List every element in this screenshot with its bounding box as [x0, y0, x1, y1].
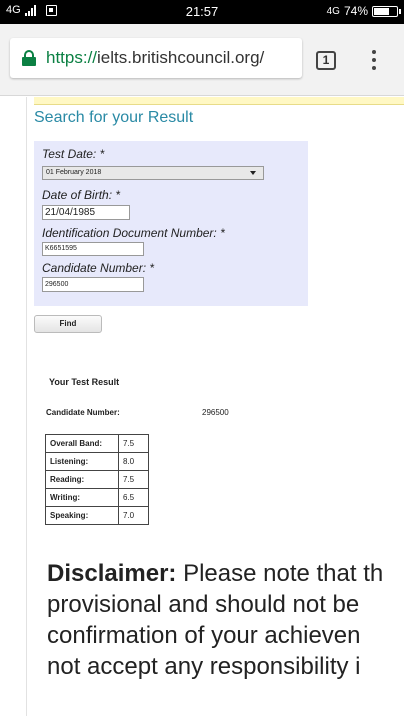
page-left-border — [26, 97, 27, 716]
table-row — [46, 471, 149, 489]
score-value: 7.5 — [119, 471, 149, 489]
table-row — [46, 453, 149, 471]
data-type-icon: 4G — [326, 5, 340, 17]
dob-input[interactable]: 21/04/1985 — [42, 205, 130, 220]
tab-switcher-button[interactable]: 1 — [316, 51, 336, 70]
score-value: 6.5 — [119, 489, 149, 507]
status-time: 21:57 — [185, 4, 219, 19]
test-date-select[interactable] — [42, 166, 264, 180]
score-value: 7.5 — [119, 435, 149, 453]
disclaimer-line-text: Please note that th — [176, 560, 384, 587]
id-document-label: Identification Document Number: * — [42, 226, 225, 240]
disclaimer-text — [47, 558, 404, 682]
dropdown-arrow-icon — [250, 171, 256, 175]
disclaimer-line — [47, 558, 404, 589]
score-label: Speaking: — [46, 507, 119, 525]
table-row — [46, 489, 149, 507]
status-right — [327, 4, 398, 18]
network-type: 4G — [6, 4, 21, 16]
score-label: Writing: — [46, 489, 119, 507]
score-label: Reading: — [46, 471, 119, 489]
disclaimer-line: provisional and should not be — [47, 591, 360, 618]
status-bar — [0, 0, 404, 24]
search-form — [34, 141, 308, 306]
url-scheme: https:// — [46, 48, 98, 67]
address-bar[interactable] — [10, 38, 302, 78]
battery-icon — [372, 6, 398, 17]
table-row — [46, 435, 149, 453]
find-button[interactable]: Find — [34, 315, 102, 333]
url-host: ielts.britishcouncil.org/ — [97, 48, 265, 67]
battery-level — [374, 8, 389, 15]
candidate-number-input[interactable]: 296500 — [42, 277, 144, 292]
web-page — [0, 97, 404, 716]
lock-icon — [22, 50, 36, 66]
overflow-menu-icon[interactable] — [370, 50, 378, 70]
id-document-input[interactable]: K6651595 — [42, 242, 144, 256]
score-value: 7.0 — [119, 507, 149, 525]
battery-percent: 74% — [343, 4, 368, 18]
disclaimer-line: not accept any responsibility i — [47, 653, 361, 680]
result-title: Your Test Result — [49, 377, 120, 387]
result-candidate-value: 296500 — [202, 408, 229, 417]
result-candidate-label: Candidate Number: — [46, 408, 120, 417]
score-label: Overall Band: — [46, 435, 119, 453]
search-heading: Search for your Result — [34, 109, 194, 126]
disclaimer-heading: Disclaimer: — [47, 560, 177, 587]
url-text[interactable] — [46, 48, 264, 68]
test-date-value: 01 February 2018 — [46, 169, 102, 176]
candidate-number-label: Candidate Number: * — [42, 261, 155, 275]
score-value: 8.0 — [119, 453, 149, 471]
score-label: Listening: — [46, 453, 119, 471]
dob-label: Date of Birth: * — [42, 188, 121, 202]
disclaimer-line: confirmation of your achieven — [47, 622, 361, 649]
notice-banner — [34, 97, 404, 105]
test-date-label: Test Date: * — [42, 147, 105, 161]
browser-toolbar — [0, 24, 404, 96]
score-table — [45, 434, 149, 525]
table-row — [46, 507, 149, 525]
